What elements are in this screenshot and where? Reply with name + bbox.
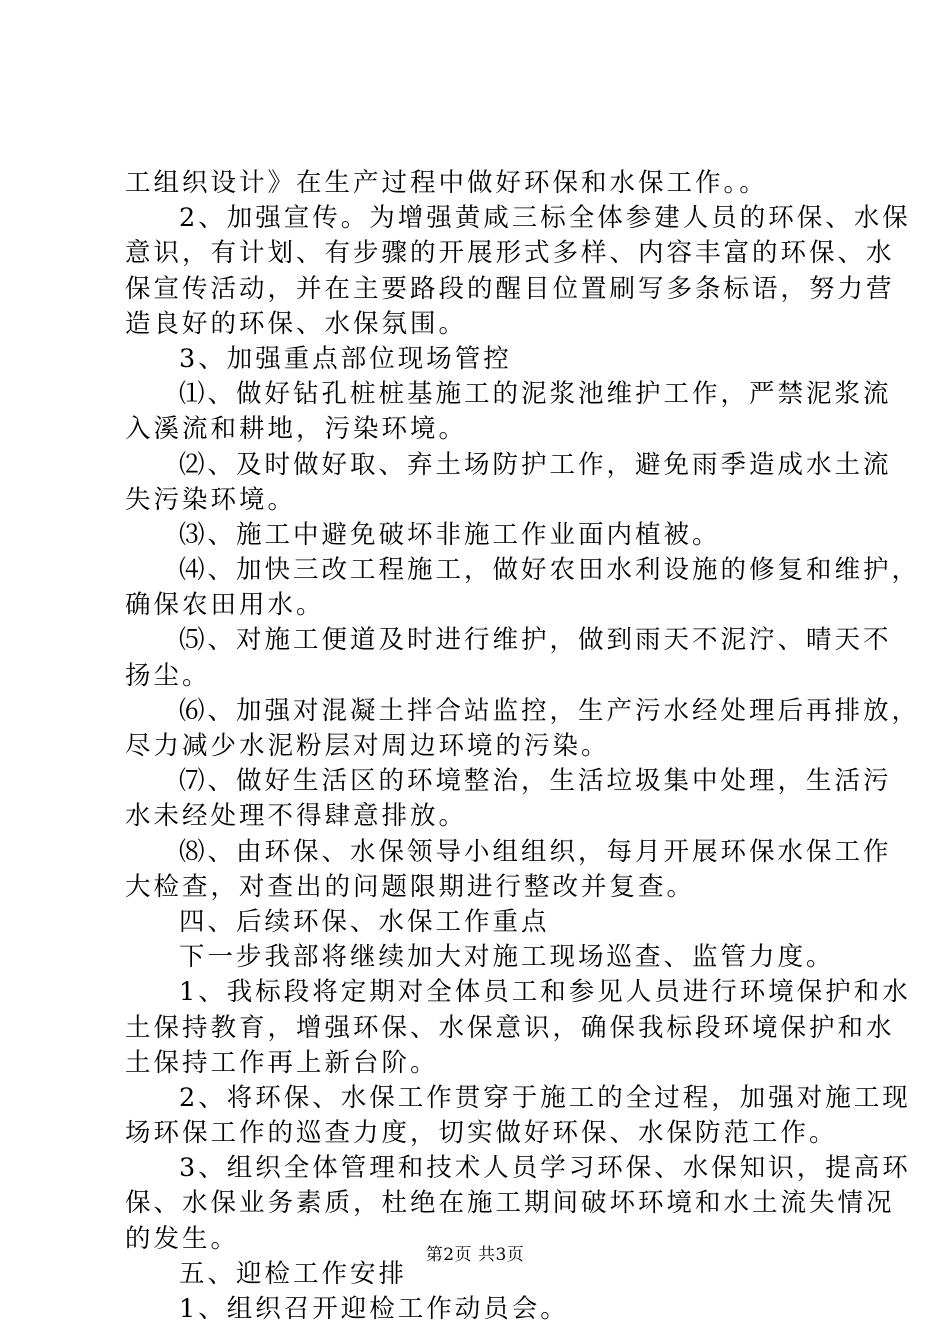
text-line: 意识，有计划、有步骤的开展形式多样、内容丰富的环保、水	[125, 238, 895, 269]
text-line: 工组织设计》在生产过程中做好环保和水保工作。。	[125, 168, 768, 198]
text-line: 场环保工作的巡查力度，切实做好环保、水保防范工作。	[125, 1118, 838, 1149]
text-line: 失污染环境。	[125, 484, 297, 515]
text-line: ⑻、由环保、水保领导小组组织，每月开展环保水保工作	[179, 836, 892, 867]
text-line: 四、后续环保、水保工作重点	[179, 906, 550, 937]
text-line: 尽力减少水泥粉层对周边环境的污染。	[125, 731, 610, 761]
body-text	[125, 166, 921, 1327]
text-line: 1、我标段将定期对全体员工和参见人员进行环境保护和水	[179, 977, 911, 1008]
text-line: ⑵、及时做好取、弃土场防护工作，避免雨季造成水土流	[179, 449, 892, 480]
text-line: ⑸、对施工便道及时进行维护，做到雨天不泥泞、晴天不	[179, 625, 892, 656]
text-line: 的发生。	[125, 1223, 240, 1254]
text-line: 大检查，对查出的问题限期进行整改并复查。	[125, 871, 696, 902]
text-line: ⑴、做好钻孔桩桩基施工的泥浆池维护工作，严禁泥浆流	[179, 379, 892, 410]
text-line: 保、水保业务素质，杜绝在施工期间破坏环境和水土流失情况	[125, 1188, 895, 1219]
page-footer: 第2页 共3页	[425, 1245, 525, 1265]
text-line: ⑷、加快三改工程施工，做好农田水利设施的修复和维护，	[179, 555, 921, 586]
text-line: 2、将环保、水保工作贯穿于施工的全过程，加强对施工现	[179, 1082, 911, 1113]
text-line: 3、组织全体管理和技术人员学习环保、水保知识，提高环	[179, 1153, 911, 1184]
text-line: 保宣传活动，并在主要路段的醒目位置刷写多条标语，努力营	[125, 273, 895, 304]
text-line: 3、加强重点部位现场管控	[179, 343, 512, 374]
text-line: 水未经处理不得肆意排放。	[125, 801, 468, 832]
text-line: 2、加强宣传。为增强黄咸三标全体参建人员的环保、水保	[179, 203, 911, 234]
text-line: 土保持教育，增强环保、水保意识，确保我标段环境保护和水	[125, 1012, 895, 1043]
text-line: 下一步我部将继续加大对施工现场巡查、监管力度。	[179, 942, 835, 973]
text-line: ⑶、施工中避免破坏非施工作业面内植被。	[179, 519, 721, 550]
text-line: 土保持工作再上新台阶。	[125, 1047, 439, 1078]
text-line: ⑺、做好生活区的环境整治，生活垃圾集中处理，生活污	[179, 766, 892, 797]
text-line: 入溪流和耕地，污染环境。	[125, 414, 468, 445]
text-line: 造良好的环保、水保氛围。	[125, 308, 468, 339]
text-line: 五、迎检工作安排	[179, 1258, 408, 1289]
text-line: ⑹、加强对混凝土拌合站监控，生产污水经处理后再排放，	[179, 695, 921, 726]
text-line: 1、组织召开迎检工作动员会。	[179, 1294, 569, 1324]
text-line: 确保农田用水。	[125, 590, 325, 621]
text-line: 扬尘。	[125, 660, 211, 691]
